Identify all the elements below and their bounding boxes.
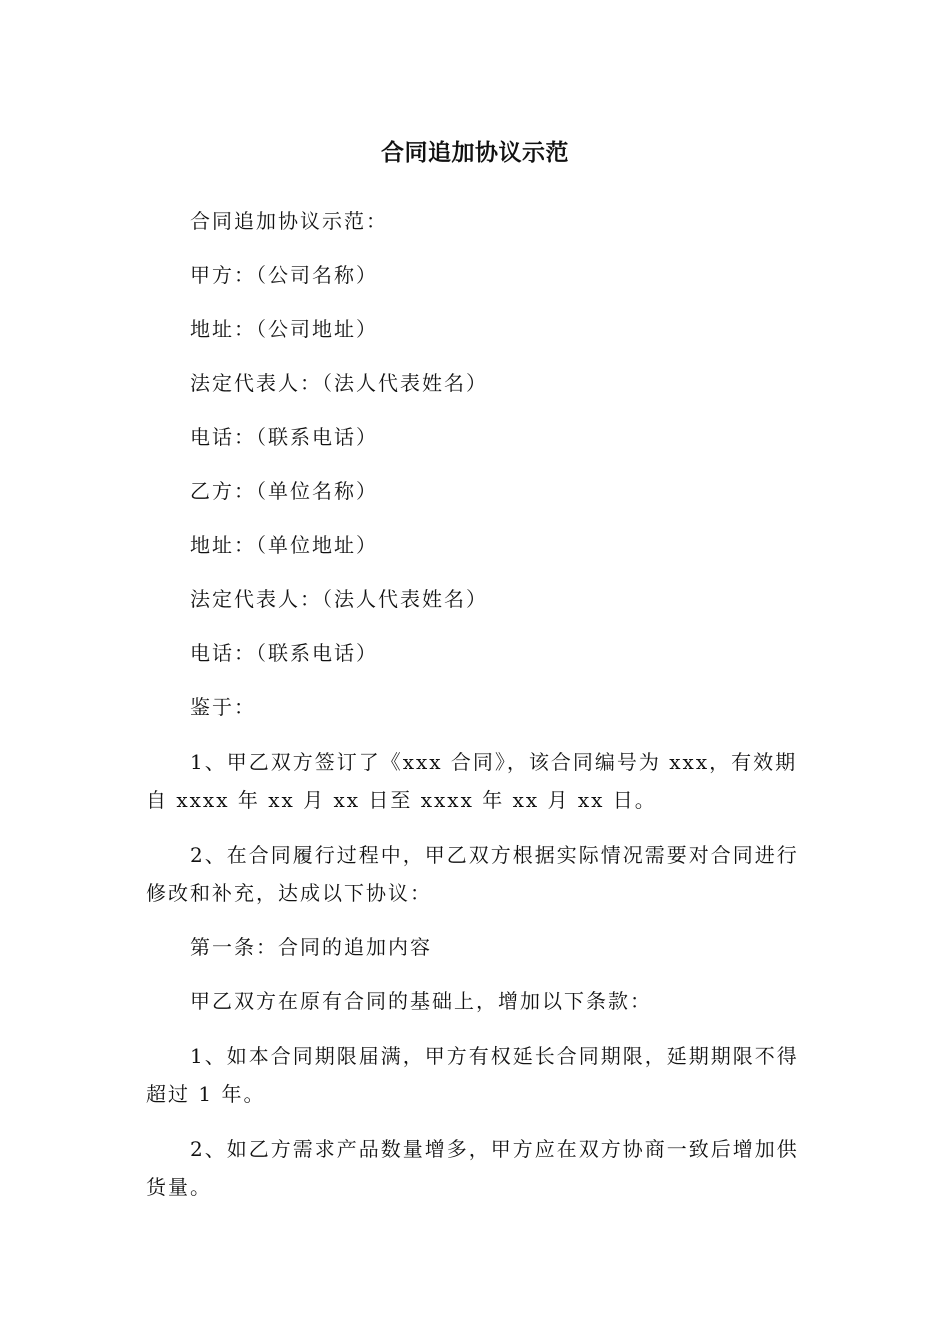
paragraph-clause-1: 1、如本合同期限届满，甲方有权延长合同期限，延期期限不得超过 1 年。 [146,1044,799,1106]
document-body [146,203,806,1206]
paragraph-whereas-2: 2、在合同履行过程中，甲乙双方根据实际情况需要对合同进行修改和补充，达成以下协议： [146,843,799,905]
paragraph-party-a-representative: 法定代表人：（法人代表姓名） [190,371,488,395]
paragraph-party-b-representative: 法定代表人：（法人代表姓名） [190,587,488,611]
paragraph-whereas: 鉴于： [190,695,256,719]
paragraph-party-a: 甲方：（公司名称） [190,263,378,287]
paragraph-party-b-phone: 电话：（联系电话） [190,641,378,665]
paragraph-whereas-1: 1、甲乙双方签订了《xxx 合同》，该合同编号为 xxx，有效期自 xxxx 年 xx 月 xx 日至 xxxx 年 xx 月 xx 日。 [146,750,798,812]
paragraph-party-a-address: 地址：（公司地址） [190,317,378,341]
paragraph-intro: 合同追加协议示范： [190,209,388,233]
paragraph-party-a-phone: 电话：（联系电话） [190,425,378,449]
document-title: 合同追加协议示范 [381,140,569,166]
paragraph-party-b-address: 地址：（单位地址） [190,533,378,557]
paragraph-clause-2: 2、如乙方需求产品数量增多，甲方应在双方协商一致后增加供货量。 [146,1137,799,1199]
paragraph-article-1-intro: 甲乙双方在原有合同的基础上，增加以下条款： [190,989,652,1013]
paragraph-party-b: 乙方：（单位名称） [190,479,378,503]
paragraph-article-1: 第一条：合同的追加内容 [190,935,432,959]
